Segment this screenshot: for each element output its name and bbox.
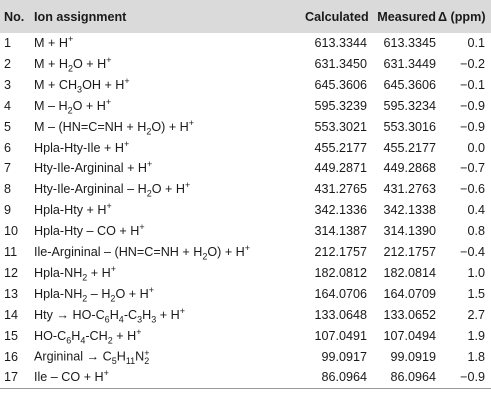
cell-delta-ppm: 1.5 — [467, 286, 485, 301]
cell-calculated: 631.3450 — [314, 57, 367, 72]
header-ion-assignment: Ion assignment — [34, 9, 127, 24]
cell-measured: 164.0709 — [383, 286, 436, 301]
cell-ion-assignment: Hpla-$NH_2 + H^+$ — [34, 263, 117, 283]
cell-measured: 107.0494 — [383, 328, 436, 343]
cell-measured: 342.1338 — [383, 203, 436, 218]
cell-calculated: 455.2177 — [314, 140, 367, 155]
cell-calculated: 449.2871 — [314, 161, 367, 176]
cell-no: 17 — [0, 367, 30, 388]
table-row — [0, 33, 491, 54]
header-no: No. — [4, 9, 25, 24]
cell-calculated: 645.3606 — [314, 77, 367, 92]
cell-ion-assignment: Argininal → $C_5H_{11}N$ + 2 — [34, 347, 150, 366]
cell-no: 11 — [4, 245, 18, 260]
header-row — [0, 0, 491, 33]
cell-calculated: 164.0706 — [314, 286, 367, 301]
cell-ion-assignment: $M - (HN=C=NH + H_2O) + H^+$ — [34, 117, 195, 137]
table-row — [0, 137, 491, 158]
cell-ion-assignment: Hty → $HO-C_6H_4-C_3H_3 + H^+$ — [34, 305, 185, 325]
table-row — [0, 96, 491, 117]
table-header — [0, 0, 491, 33]
cell-ion-assignment: Hpla-Hty + H+ — [34, 201, 112, 218]
cell-delta-ppm: −0.9 — [460, 98, 485, 113]
cell-measured: 431.2763 — [383, 182, 436, 197]
table-row — [0, 367, 491, 388]
table-row — [0, 54, 491, 75]
cell-measured: 314.1390 — [383, 224, 436, 239]
cell-measured: 631.3449 — [383, 57, 436, 72]
cell-measured: 133.0652 — [383, 307, 436, 322]
cell-calculated: 553.3021 — [314, 119, 367, 134]
header-calculated: Calculated — [305, 9, 369, 24]
cell-measured: 182.0814 — [383, 265, 436, 280]
cell-measured: 455.2177 — [383, 140, 436, 155]
cell-no: 12 — [4, 265, 19, 280]
cell-ion-assignment: Hty-Ile-Argininal + H+ — [34, 159, 153, 176]
cell-delta-ppm: 1.0 — [467, 265, 485, 280]
cell-delta-ppm: 1.9 — [467, 328, 485, 343]
cell-delta-ppm: −0.9 — [460, 119, 485, 134]
table-body — [0, 33, 491, 388]
cell-ion-assignment: Hpla-Hty-Ile + H+ — [34, 138, 130, 155]
cell-delta-ppm: 0.8 — [467, 224, 485, 239]
cell-delta-ppm: −0.6 — [460, 182, 485, 197]
cell-delta-ppm: −0.9 — [438, 367, 491, 388]
cell-calculated: 342.1336 — [314, 203, 367, 218]
cell-measured: 595.3234 — [383, 98, 436, 113]
cell-calculated: 613.3344 — [314, 36, 367, 51]
cell-calculated: 182.0812 — [314, 265, 367, 280]
cell-ion-assignment: Hpla-$NH_2 - H_2O + H^+$ — [34, 284, 154, 304]
table-row — [0, 242, 491, 263]
cell-ion-assignment: $HO-C_6H_4-CH_2 + H^+$ — [34, 326, 142, 346]
cell-no: 2 — [4, 57, 12, 72]
cell-delta-ppm: 0.4 — [467, 203, 485, 218]
cell-measured: 86.0964 — [369, 367, 438, 388]
cell-calculated: 431.2765 — [314, 182, 367, 197]
cell-no: 15 — [4, 328, 19, 343]
table-row — [0, 200, 491, 221]
cell-ion-assignment: M + H+ — [34, 33, 74, 51]
cell-measured: 449.2868 — [383, 161, 436, 176]
cell-no: 5 — [4, 119, 12, 134]
cell-no: 3 — [4, 77, 12, 92]
cell-ion-assignment: $M + H_2O + H^+$ — [34, 54, 112, 74]
cell-ion-assignment: $M + CH_3OH + H^+$ — [34, 75, 130, 95]
header-measured: Measured — [377, 9, 436, 24]
cell-calculated: 86.0964 — [305, 367, 369, 388]
table-row — [0, 284, 491, 305]
table-row — [0, 305, 491, 326]
cell-no: 13 — [4, 286, 19, 301]
cell-no: 8 — [4, 182, 12, 197]
cell-delta-ppm: 0.0 — [467, 140, 485, 155]
cell-delta-ppm: 0.1 — [467, 36, 485, 51]
cell-ion-assignment: Hty-Ile-Argininal – $H_2O + H^+$ — [34, 180, 191, 199]
cell-calculated: 133.0648 — [314, 307, 367, 322]
cell-measured: 645.3606 — [383, 77, 436, 92]
cell-calculated: 212.1757 — [314, 245, 367, 260]
header-delta-ppm: Δ (ppm) — [438, 9, 486, 24]
cell-measured: 553.3016 — [383, 119, 436, 134]
cell-ion-assignment: Ile-Argininal – $(HN=C=NH + H_2O) + H^+$ — [34, 242, 251, 262]
table-row — [0, 221, 491, 242]
cell-calculated: 314.1387 — [314, 224, 367, 239]
cell-no: 4 — [4, 98, 12, 113]
cell-measured: 613.3345 — [383, 36, 436, 51]
cell-measured: 212.1757 — [383, 245, 436, 260]
cell-delta-ppm: 2.7 — [467, 307, 485, 322]
table-row — [0, 263, 491, 284]
cell-no: 1 — [4, 36, 12, 51]
table-row — [0, 346, 491, 367]
cell-no: 14 — [4, 307, 19, 322]
table-row — [0, 179, 491, 200]
cell-ion-assignment: $M - H_2O + H^+$ — [34, 96, 112, 116]
table-row — [0, 158, 491, 179]
cell-no: 9 — [4, 203, 12, 218]
cell-delta-ppm: −0.1 — [460, 77, 485, 92]
cell-no: 7 — [4, 161, 12, 176]
cell-delta-ppm: 1.8 — [467, 349, 485, 364]
cell-calculated: 595.3239 — [314, 98, 367, 113]
cell-measured: 99.0919 — [390, 349, 436, 364]
cell-calculated: 107.0491 — [314, 328, 367, 343]
cell-delta-ppm: −0.4 — [460, 245, 485, 260]
cell-calculated: 99.0917 — [321, 349, 367, 364]
cell-ion-assignment: Ile – CO + H+ — [30, 367, 305, 388]
cell-no: 16 — [4, 349, 19, 364]
cell-no: 6 — [4, 140, 12, 155]
table-row — [0, 117, 491, 138]
cell-ion-assignment: Hpla-Hty – CO + H+ — [34, 221, 145, 239]
cell-delta-ppm: −0.7 — [460, 161, 485, 176]
cell-no: 10 — [4, 224, 19, 239]
cell-delta-ppm: −0.2 — [460, 57, 485, 72]
table-row — [0, 325, 491, 346]
table-row — [0, 75, 491, 96]
